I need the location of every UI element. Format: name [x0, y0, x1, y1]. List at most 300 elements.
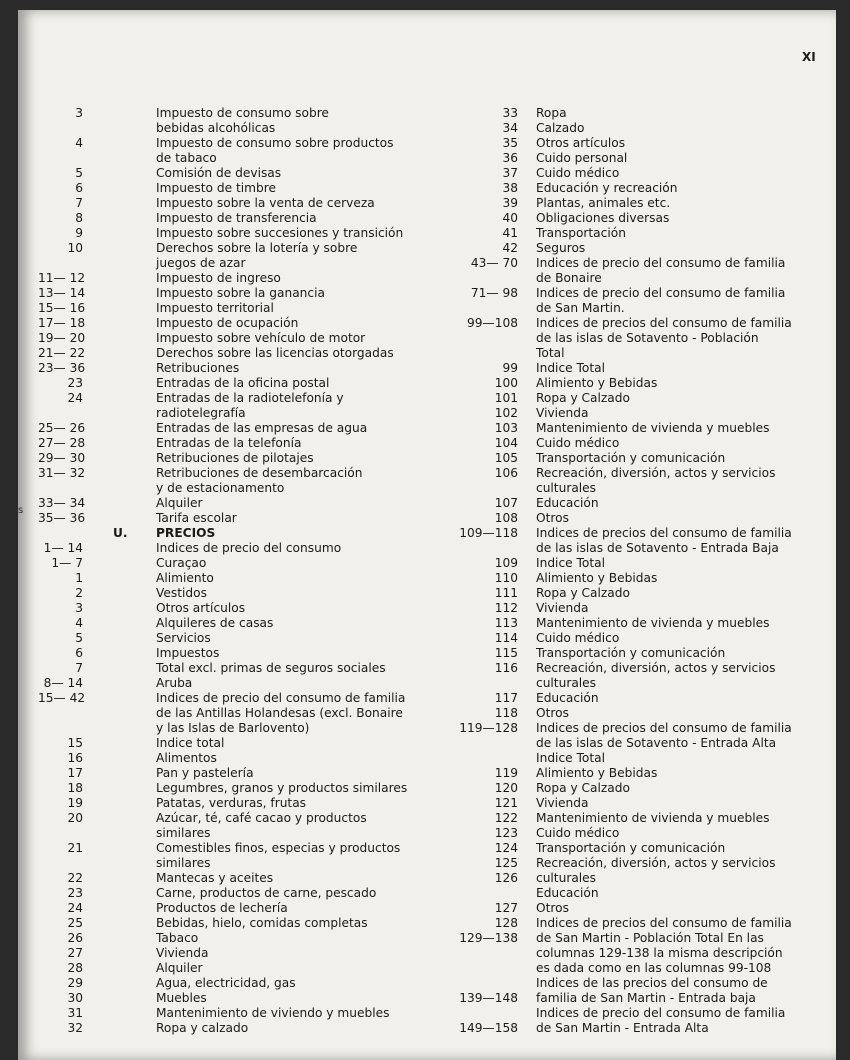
column-number: 108 [494, 511, 518, 525]
right-column [438, 106, 836, 1036]
entry-text: Recreación, diversión, actos y servicios [536, 856, 776, 870]
right-entry-row [438, 256, 836, 271]
entry-text: Legumbres, granos y productos similares [156, 781, 408, 795]
column-number: 7 [75, 661, 83, 675]
entry-text: Otros [536, 901, 569, 915]
left-entry-row [38, 841, 438, 856]
column-number: 113 [494, 616, 518, 630]
right-entry-row [438, 196, 836, 211]
right-entry-row [438, 631, 836, 646]
right-entry-row [438, 376, 836, 391]
column-number: 32 [67, 1021, 83, 1035]
entry-text: Indice Total [536, 361, 605, 375]
entry-text: Muebles [156, 991, 207, 1005]
left-entry-row [38, 1006, 438, 1021]
column-number: 8— 14 [43, 676, 83, 690]
right-entry-row [438, 331, 836, 346]
column-number: 114 [494, 631, 518, 645]
column-number: 71— 98 [470, 286, 518, 300]
entry-text: es dada como en las columnas 99-108 [536, 961, 772, 975]
entry-text: bebidas alcohólicas [156, 121, 276, 135]
right-entry-row [438, 271, 836, 286]
column-number: 38 [502, 181, 518, 195]
left-entry-row [38, 181, 438, 196]
right-entry-row [438, 946, 836, 961]
column-number: 39 [502, 196, 518, 210]
left-entry-row [38, 541, 438, 556]
entry-text: Otros artículos [536, 136, 626, 150]
entry-text: Azúcar, té, café cacao y productos [156, 811, 367, 825]
entry-text: Alquiler [156, 496, 203, 510]
entry-text: Entradas de la telefonía [156, 436, 302, 450]
column-number: 119—128 [459, 721, 518, 735]
left-entry-row [38, 886, 438, 901]
entry-text: Derechos sobre las licencias otorgadas [156, 346, 394, 360]
right-entry-row [438, 856, 836, 871]
column-number: 109 [494, 556, 518, 570]
entry-text: Vivienda [536, 406, 589, 420]
column-number: 6 [75, 646, 83, 660]
entry-text: Indices de precio del consumo de familia [156, 691, 406, 705]
entry-text: Impuesto de ocupación [156, 316, 299, 330]
entry-text: Comisión de devisas [156, 166, 282, 180]
right-entry-row [438, 706, 836, 721]
column-number: 27— 28 [38, 436, 86, 450]
column-number: 123 [494, 826, 518, 840]
column-number: 2 [75, 586, 83, 600]
left-entry-row [38, 286, 438, 301]
entry-text: Impuesto sobre la venta de cerveza [156, 196, 375, 210]
entry-text: Vivienda [536, 796, 589, 810]
entry-text: Derechos sobre la lotería y sobre [156, 241, 358, 255]
entry-text: Vestidos [156, 586, 207, 600]
right-entry-row [438, 241, 836, 256]
entry-text: Ropa y Calzado [536, 391, 630, 405]
right-entry-row [438, 511, 836, 526]
left-entry-row [38, 571, 438, 586]
left-entry-row [38, 811, 438, 826]
column-number: 111 [494, 586, 518, 600]
entry-text: similares [156, 856, 211, 870]
column-number: 31 [67, 1006, 83, 1020]
entry-text: Vivienda [536, 601, 589, 615]
entry-text: Indices de precio del consumo de familia [536, 286, 786, 300]
entry-text: Indices de precios del consumo de familia [536, 526, 792, 540]
entry-text: Alquileres de casas [156, 616, 274, 630]
entry-text: Impuesto de consumo sobre productos [156, 136, 394, 150]
column-number: 23 [67, 886, 83, 900]
right-entry-row [438, 781, 836, 796]
entry-text: Indice total [156, 736, 225, 750]
left-entry-row [38, 706, 438, 721]
right-entry-row [438, 586, 836, 601]
entry-text: de San Martin - Entrada Alta [536, 1021, 709, 1035]
column-number: 25— 26 [38, 421, 86, 435]
column-number: 102 [494, 406, 518, 420]
left-entry-row [38, 121, 438, 136]
column-number: 117 [494, 691, 518, 705]
left-entry-row [38, 931, 438, 946]
column-number: 34 [502, 121, 518, 135]
left-entry-row [38, 391, 438, 406]
entry-text: Retribuciones de pilotajes [156, 451, 314, 465]
column-number: 16 [67, 751, 83, 765]
left-entry-row [38, 316, 438, 331]
entry-text: de San Martin. [536, 301, 625, 315]
column-number: 149—158 [459, 1021, 518, 1035]
entry-text: Educación [536, 886, 599, 900]
entry-text: Carne, productos de carne, pescado [156, 886, 377, 900]
entry-text: Indices de precio del consumo de familia [536, 1006, 786, 1020]
entry-text: de las islas de Sotavento - Población [536, 331, 759, 345]
column-number: 19— 20 [38, 331, 86, 345]
entry-text: Transportación [536, 226, 626, 240]
left-entry-row [38, 796, 438, 811]
entry-text: y las Islas de Barlovento) [156, 721, 310, 735]
column-number: 23 [67, 376, 83, 390]
column-number: 35— 36 [38, 511, 86, 525]
entry-text: de San Martin - Población Total En las [536, 931, 764, 945]
right-entry-row [438, 916, 836, 931]
column-number: 7 [75, 196, 83, 210]
column-number: 15 [67, 736, 83, 750]
left-entry-row [38, 991, 438, 1006]
right-entry-row [438, 121, 836, 136]
right-entry-row [438, 976, 836, 991]
entry-text: Otros artículos [156, 601, 246, 615]
column-number: 4 [75, 616, 83, 630]
right-entry-row [438, 541, 836, 556]
right-entry-row [438, 496, 836, 511]
right-entry-row [438, 136, 836, 151]
column-number: 118 [494, 706, 518, 720]
page-number: XI [802, 50, 816, 64]
right-entry-row [438, 436, 836, 451]
entry-text: Impuesto de transferencia [156, 211, 317, 225]
left-entry-row [38, 301, 438, 316]
entry-text: Alimiento y Bebidas [536, 571, 658, 585]
right-entry-row [438, 316, 836, 331]
entry-text: Ropa y calzado [156, 1021, 249, 1035]
column-number: 30 [67, 991, 83, 1005]
right-entry-row [438, 286, 836, 301]
entry-text: Recreación, diversión, actos y servicios [536, 661, 776, 675]
column-number: 116 [494, 661, 518, 675]
entry-text: Indices de precio del consumo de familia [536, 256, 786, 270]
document-page [18, 10, 836, 1060]
left-entry-row [38, 586, 438, 601]
entry-text: Cuido personal [536, 151, 628, 165]
column-number: 33— 34 [38, 496, 86, 510]
entry-text: Ropa y Calzado [536, 586, 630, 600]
entry-text: Entradas de las empresas de agua [156, 421, 368, 435]
column-number: 103 [494, 421, 518, 435]
column-number: 106 [494, 466, 518, 480]
entry-text: Transportación y comunicación [536, 841, 726, 855]
entry-text: Otros [536, 706, 569, 720]
column-number: 5 [75, 166, 83, 180]
entry-text: Impuesto territorial [156, 301, 274, 315]
entry-text: Otros [536, 511, 569, 525]
right-entry-row [438, 451, 836, 466]
entry-text: Educación [536, 691, 599, 705]
entry-text: Alimentos [156, 751, 217, 765]
column-number: 121 [494, 796, 518, 810]
left-entry-row [38, 361, 438, 376]
entry-text: Pan y pastelería [156, 766, 254, 780]
left-entry-row [38, 946, 438, 961]
left-entry-row [38, 481, 438, 496]
column-number: 28 [67, 961, 83, 975]
right-entry-row [438, 481, 836, 496]
column-number: 100 [494, 376, 518, 390]
entry-text: de las islas de Sotavento - Entrada Alta [536, 736, 777, 750]
left-entry-row [38, 466, 438, 481]
entry-text: Cuido médico [536, 631, 620, 645]
right-entry-row [438, 751, 836, 766]
column-number: 1— 7 [51, 556, 83, 570]
entry-text: culturales [536, 871, 597, 885]
column-number: 139—148 [459, 991, 518, 1005]
right-entry-row [438, 166, 836, 181]
entry-text: Indices de precios del consumo de familia [536, 316, 792, 330]
left-entry-row [38, 346, 438, 361]
right-entry-row [438, 676, 836, 691]
entry-text: culturales [536, 481, 597, 495]
right-entry-row [438, 301, 836, 316]
left-entry-row [38, 661, 438, 676]
left-entry-row [38, 166, 438, 181]
right-entry-row [438, 961, 836, 976]
column-number: 5 [75, 631, 83, 645]
left-entry-row [38, 226, 438, 241]
left-entry-row [38, 496, 438, 511]
column-number: 21— 22 [38, 346, 86, 360]
section-letter: U. [113, 526, 128, 540]
right-entry-row [438, 601, 836, 616]
right-entry-row [438, 406, 836, 421]
column-number: 22 [67, 871, 83, 885]
left-entry-row [38, 691, 438, 706]
column-number: 19 [67, 796, 83, 810]
entry-text: Indice Total [536, 751, 605, 765]
left-entry-row [38, 721, 438, 736]
entry-text: Mantenimiento de vivienda y muebles [536, 616, 770, 630]
entry-text: Retribuciones de desembarcación [156, 466, 363, 480]
left-entry-row [38, 751, 438, 766]
column-number: 17— 18 [38, 316, 86, 330]
column-number: 42 [502, 241, 518, 255]
right-entry-row [438, 1021, 836, 1036]
column-number: 128 [494, 916, 518, 930]
left-entry-row [38, 256, 438, 271]
left-entry-row [38, 736, 438, 751]
column-number: 110 [494, 571, 518, 585]
entry-text: Indices de precios del consumo de familia [536, 721, 792, 735]
entry-text: radiotelegrafía [156, 406, 246, 420]
entry-text: Entradas de la oficina postal [156, 376, 330, 390]
entry-text: Agua, electricidad, gas [156, 976, 296, 990]
margin-mark: s [18, 505, 24, 516]
entry-text: Impuestos [156, 646, 220, 660]
right-entry-row [438, 886, 836, 901]
left-entry-row [38, 871, 438, 886]
column-number: 35 [502, 136, 518, 150]
column-number: 23— 36 [38, 361, 86, 375]
right-entry-row [438, 391, 836, 406]
column-number: 33 [502, 106, 518, 120]
column-number: 29— 30 [38, 451, 86, 465]
left-entry-row [38, 961, 438, 976]
left-entry-row [38, 406, 438, 421]
entry-text: Mantecas y aceites [156, 871, 274, 885]
left-entry-row [38, 241, 438, 256]
entry-text: juegos de azar [156, 256, 246, 270]
right-entry-row [438, 736, 836, 751]
column-number: 3 [75, 601, 83, 615]
entry-text: Impuesto sobre la ganancia [156, 286, 325, 300]
column-number: 25 [67, 916, 83, 930]
column-number: 36 [502, 151, 518, 165]
column-number: 17 [67, 766, 83, 780]
entry-text: de las Antillas Holandesas (excl. Bonaire [156, 706, 403, 720]
entry-text: culturales [536, 676, 597, 690]
column-number: 104 [494, 436, 518, 450]
entry-text: Retribuciones [156, 361, 240, 375]
column-number: 37 [502, 166, 518, 180]
right-entry-row [438, 466, 836, 481]
entry-text: Impuesto de ingreso [156, 271, 281, 285]
right-entry-row [438, 871, 836, 886]
left-entry-row [38, 676, 438, 691]
entry-text: Transportación y comunicación [536, 646, 726, 660]
entry-text: de tabaco [156, 151, 217, 165]
column-number: 29 [67, 976, 83, 990]
left-entry-row [38, 616, 438, 631]
entry-text: Impuesto sobre succesiones y transición [156, 226, 404, 240]
entry-text: Tabaco [156, 931, 199, 945]
column-number: 119 [494, 766, 518, 780]
left-entry-row [38, 556, 438, 571]
left-entry-row [38, 526, 438, 541]
entry-text: Alquiler [156, 961, 203, 975]
entry-text: Total excl. primas de seguros sociales [156, 661, 386, 675]
column-number: 122 [494, 811, 518, 825]
left-entry-row [38, 211, 438, 226]
left-entry-row [38, 646, 438, 661]
entry-text: Vivienda [156, 946, 209, 960]
entry-text: Alimiento y Bebidas [536, 376, 658, 390]
entry-text: Ropa [536, 106, 567, 120]
entry-text: Indices de precio del consumo [156, 541, 342, 555]
entry-text: Ropa y Calzado [536, 781, 630, 795]
entry-text: Cuido médico [536, 826, 620, 840]
right-entry-row [438, 526, 836, 541]
right-entry-row [438, 721, 836, 736]
entry-text: Calzado [536, 121, 585, 135]
entry-text: Impuesto sobre vehículo de motor [156, 331, 366, 345]
left-entry-row [38, 106, 438, 121]
entry-text: familia de San Martin - Entrada baja [536, 991, 756, 1005]
column-number: 109—118 [459, 526, 518, 540]
column-number: 99—108 [467, 316, 518, 330]
column-number: 6 [75, 181, 83, 195]
column-number: 43— 70 [470, 256, 518, 270]
column-number: 1 [75, 571, 83, 585]
left-column [38, 106, 438, 1036]
right-entry-row [438, 106, 836, 121]
right-entry-row [438, 181, 836, 196]
column-number: 107 [494, 496, 518, 510]
left-entry-row [38, 196, 438, 211]
left-entry-row [38, 331, 438, 346]
column-number: 15— 16 [38, 301, 86, 315]
right-entry-row [438, 991, 836, 1006]
left-entry-row [38, 511, 438, 526]
column-number: 126 [494, 871, 518, 885]
left-entry-row [38, 631, 438, 646]
entry-text: Seguros [536, 241, 586, 255]
entry-text: Educación y recreación [536, 181, 678, 195]
column-number: 3 [75, 106, 83, 120]
entry-text: Indices de las precios del consumo de [536, 976, 768, 990]
entry-text: Indices de precios del consumo de familia [536, 916, 792, 930]
left-entry-row [38, 451, 438, 466]
column-number: 18 [67, 781, 83, 795]
left-entry-row [38, 601, 438, 616]
column-number: 11— 12 [38, 271, 86, 285]
entry-text: Mantenimiento de viviendo y muebles [156, 1006, 390, 1020]
entry-text: Cuido médico [536, 166, 620, 180]
column-number: 21 [67, 841, 83, 855]
entry-text: Bebidas, hielo, comidas completas [156, 916, 368, 930]
column-number: 115 [494, 646, 518, 660]
right-entry-row [438, 151, 836, 166]
column-number: 129—138 [459, 931, 518, 945]
left-entry-row [38, 151, 438, 166]
entry-text: Curaçao [156, 556, 207, 570]
left-entry-row [38, 766, 438, 781]
column-number: 99 [502, 361, 518, 375]
left-entry-row [38, 781, 438, 796]
column-number: 15— 42 [38, 691, 86, 705]
entry-text: de Bonaire [536, 271, 602, 285]
left-entry-row [38, 916, 438, 931]
right-entry-row [438, 571, 836, 586]
entry-text: Indice Total [536, 556, 605, 570]
right-entry-row [438, 1006, 836, 1021]
entry-text: Transportación y comunicación [536, 451, 726, 465]
entry-text: Productos de lechería [156, 901, 288, 915]
left-entry-row [38, 976, 438, 991]
entry-text: Mantenimiento de vivienda y muebles [536, 421, 770, 435]
column-number: 31— 32 [38, 466, 86, 480]
right-entry-row [438, 661, 836, 676]
entry-text: Comestibles finos, especias y productos [156, 841, 401, 855]
column-number: 101 [494, 391, 518, 405]
column-number: 8 [75, 211, 83, 225]
entry-text: Total [536, 346, 565, 360]
entry-text: Servicios [156, 631, 211, 645]
right-entry-row [438, 841, 836, 856]
column-number: 127 [494, 901, 518, 915]
column-number: 41 [502, 226, 518, 240]
column-number: 20 [67, 811, 83, 825]
column-number: 1— 14 [43, 541, 83, 555]
column-number: 10 [67, 241, 83, 255]
entry-text: Aruba [156, 676, 193, 690]
entry-text: Obligaciones diversas [536, 211, 670, 225]
